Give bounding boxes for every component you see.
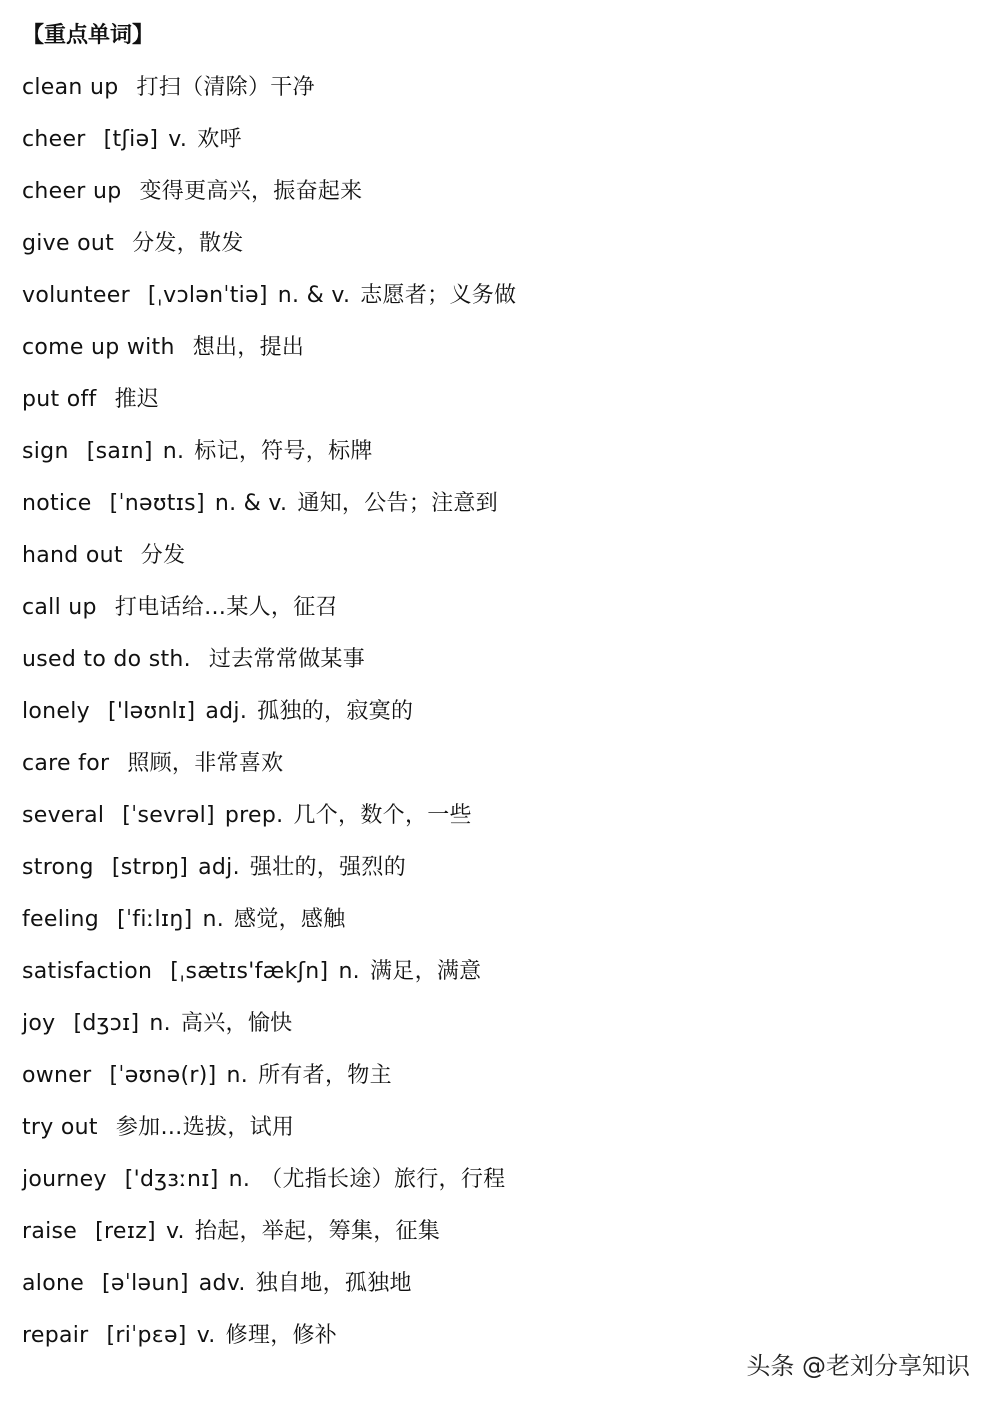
vocab-phonetic: [ˌvɔlənˈtiə]: [147, 283, 268, 308]
vocab-meaning: 想出，提出: [192, 335, 305, 360]
vocab-phonetic: [riˈpɛə]: [106, 1323, 187, 1348]
vocab-phonetic: ['dʒɜːnɪ]: [124, 1167, 219, 1192]
vocab-entry: [22, 790, 962, 842]
vocab-word: repair: [22, 1323, 89, 1348]
vocab-part-of-speech: adv.: [198, 1271, 246, 1296]
vocab-word: raise: [22, 1219, 78, 1244]
vocab-entry: [22, 634, 962, 686]
vocab-part-of-speech: n.: [149, 1011, 171, 1036]
vocab-part-of-speech: v.: [196, 1323, 216, 1348]
vocab-meaning: 抬起，举起，筹集，征集: [194, 1219, 441, 1244]
vocab-phonetic: [dʒɔɪ]: [73, 1011, 140, 1036]
vocab-word: try out: [22, 1115, 98, 1140]
vocab-meaning: 所有者，物主: [258, 1063, 392, 1088]
vocab-entry: [22, 62, 962, 114]
vocab-phonetic: [saɪn]: [86, 439, 153, 464]
vocab-word: lonely: [22, 699, 90, 724]
vocab-entry: [22, 1206, 962, 1258]
vocab-part-of-speech: adj.: [205, 699, 248, 724]
vocab-meaning: 强壮的，强烈的: [249, 855, 407, 880]
vocab-meaning: 标记，符号，标牌: [194, 439, 373, 464]
vocab-phonetic: [ˈfiːlɪŋ]: [117, 907, 193, 932]
vocab-word: give out: [22, 231, 115, 256]
vocab-meaning: 变得更高兴，振奋起来: [139, 179, 363, 204]
vocab-entry: [22, 1154, 962, 1206]
vocab-meaning: 欢呼: [197, 127, 242, 152]
vocab-word: clean up: [22, 75, 119, 100]
vocab-meaning: 满足，满意: [369, 959, 482, 984]
vocab-word: put off: [22, 387, 97, 412]
vocab-meaning: 修理，修补: [225, 1323, 338, 1348]
vocab-meaning: 推迟: [114, 387, 160, 412]
vocab-entry: [22, 946, 962, 998]
vocab-phonetic: [ˌsætɪs'fækʃn]: [170, 959, 329, 984]
vocab-phonetic: ['ləʊnlɪ]: [107, 699, 196, 724]
vocab-part-of-speech: v.: [168, 127, 188, 152]
vocab-entry: [22, 1102, 962, 1154]
vocab-part-of-speech: n. & v.: [214, 491, 288, 516]
vocab-phonetic: [tʃiə]: [103, 127, 159, 152]
vocab-list: [22, 62, 962, 1362]
vocab-meaning: 分发: [140, 543, 186, 568]
vocab-entry: [22, 478, 962, 530]
vocab-word: used to do sth.: [22, 647, 191, 672]
vocab-part-of-speech: n.: [162, 439, 185, 464]
vocab-word: journey: [22, 1167, 107, 1192]
vocab-entry: [22, 166, 962, 218]
vocab-part-of-speech: n.: [338, 959, 360, 984]
vocab-entry: [22, 582, 962, 634]
vocab-word: sign: [22, 439, 69, 464]
vocab-word: hand out: [22, 543, 123, 568]
vocab-meaning: 孤独的，寂寞的: [257, 699, 414, 724]
vocab-part-of-speech: adj.: [198, 855, 240, 880]
vocab-entry: [22, 998, 962, 1050]
vocab-word: come up with: [22, 335, 175, 360]
vocab-entry: [22, 738, 962, 790]
vocab-phonetic: [reɪz]: [95, 1219, 156, 1244]
vocab-part-of-speech: n. & v.: [277, 283, 351, 308]
vocab-phonetic: [strɒŋ]: [111, 855, 189, 880]
vocab-meaning: 打扫（清除）干净: [136, 75, 315, 100]
vocab-word: several: [22, 803, 105, 828]
vocab-entry: [22, 114, 962, 166]
vocab-meaning: （尤指长途）旅行，行程: [260, 1167, 506, 1192]
vocab-word: notice: [22, 491, 92, 516]
vocab-word: cheer: [22, 127, 86, 152]
vocab-phonetic: [ˈnəʊtɪs]: [109, 491, 205, 516]
vocab-phonetic: [ˈəʊnə(r)]: [109, 1063, 217, 1088]
vocab-entry: [22, 842, 962, 894]
vocab-phonetic: [əˈləun]: [102, 1271, 189, 1296]
vocab-part-of-speech: n.: [226, 1063, 249, 1088]
vocab-entry: [22, 374, 962, 426]
vocab-meaning: 几个，数个，一些: [293, 803, 472, 828]
vocab-entry: [22, 1050, 962, 1102]
vocab-entry: [22, 686, 962, 738]
vocab-meaning: 独自地，孤独地: [255, 1271, 412, 1296]
vocab-word: care for: [22, 751, 110, 776]
vocab-word: volunteer: [22, 283, 130, 308]
vocab-entry: [22, 530, 962, 582]
vocab-word: strong: [22, 855, 94, 880]
vocab-entry: [22, 218, 962, 270]
vocab-part-of-speech: prep.: [224, 803, 284, 828]
vocab-part-of-speech: n.: [202, 907, 225, 932]
vocab-meaning: 志愿者；义务做: [360, 283, 517, 308]
vocab-word: owner: [22, 1063, 92, 1088]
vocab-word: alone: [22, 1271, 85, 1296]
vocab-part-of-speech: v.: [165, 1219, 185, 1244]
vocab-word: feeling: [22, 907, 100, 932]
vocab-entry: [22, 426, 962, 478]
vocab-entry: [22, 894, 962, 946]
vocab-meaning: 打电话给…某人，征召: [114, 595, 338, 620]
vocab-meaning: 分发，散发: [132, 231, 244, 256]
vocab-meaning: 照顾，非常喜欢: [127, 751, 284, 776]
vocab-word: cheer up: [22, 179, 122, 204]
vocab-meaning: 通知，公告；注意到: [297, 491, 499, 516]
vocab-phonetic: [ˈsevrəl]: [122, 803, 215, 828]
vocab-part-of-speech: n.: [228, 1167, 251, 1192]
vocab-entry: [22, 1258, 962, 1310]
vocab-entry: [22, 322, 962, 374]
vocab-meaning: 参加…选拔，试用: [115, 1115, 295, 1140]
vocab-word: joy: [22, 1011, 56, 1036]
vocab-meaning: 过去常常做某事: [208, 647, 366, 672]
section-heading: 【重点单词】: [22, 23, 155, 48]
vocab-meaning: 感觉，感触: [234, 907, 346, 932]
vocab-word: satisfaction: [22, 959, 153, 984]
watermark: 头条 @老刘分享知识: [746, 1352, 970, 1380]
vocab-word: call up: [22, 595, 97, 620]
vocab-meaning: 高兴，愉快: [180, 1011, 293, 1036]
vocab-entry: [22, 270, 962, 322]
